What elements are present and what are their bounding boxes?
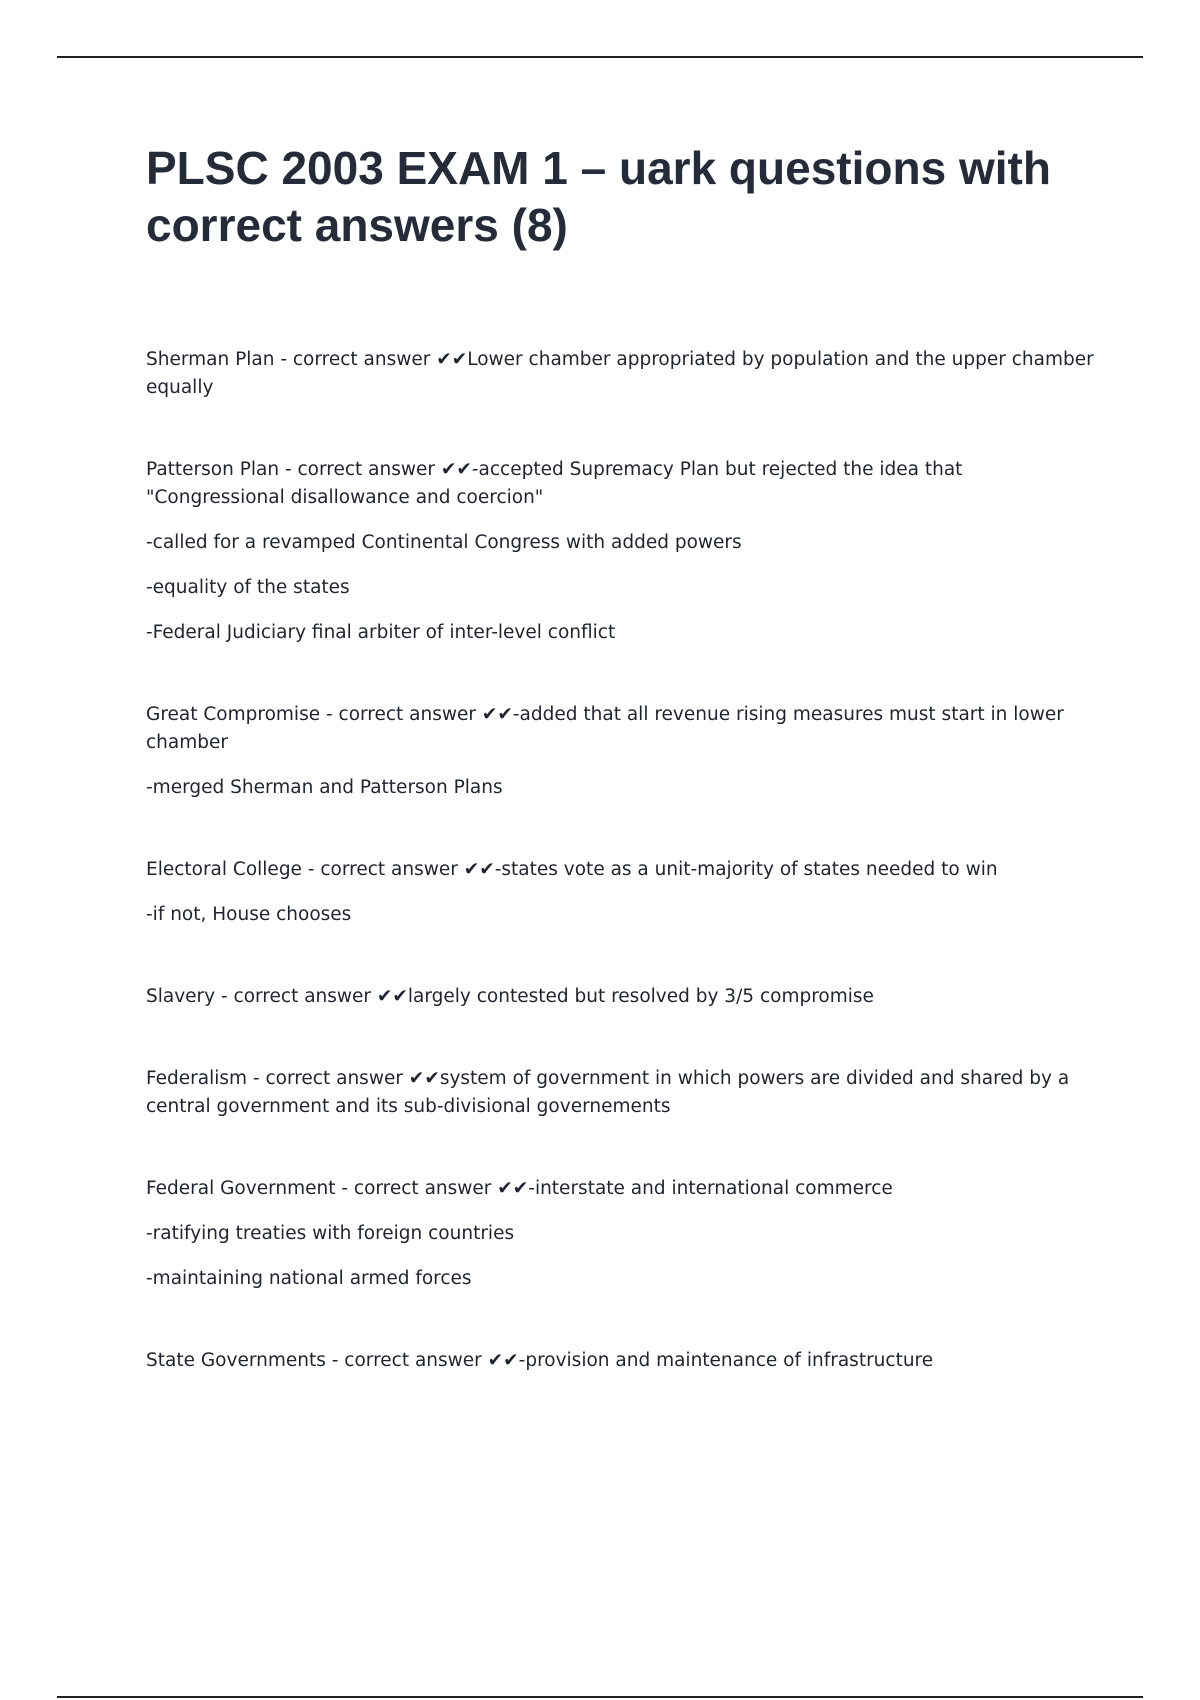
qa-line: Great Compromise - correct answer ✔✔-added that all revenue rising measures must start in lower chamber [146,704,1064,753]
qa-line: -merged Sherman and Patterson Plans [146,777,503,798]
qa-item-federalism [146,1065,1096,1121]
qa-item-sherman-plan [146,346,1096,402]
qa-line: -ratifying treaties with foreign countries [146,1223,515,1244]
top-divider [57,56,1143,58]
qa-line: Federal Government - correct answer ✔✔-interstate and international commerce [146,1178,893,1199]
qa-line: Electoral College - correct answer ✔✔-states vote as a unit-majority of states needed to win [146,859,998,880]
qa-line: -maintaining national armed forces [146,1268,472,1289]
qa-line: -equality of the states [146,577,350,598]
qa-item-state-governments [146,1347,1096,1375]
qa-line: Patterson Plan - correct answer ✔✔-accepted Supremacy Plan but rejected the idea that "Congressional disallowance and coercion" [146,459,963,508]
qa-line: -called for a revamped Continental Congress with added powers [146,532,742,553]
qa-item-great-compromise [146,701,1096,802]
qa-line: Sherman Plan - correct answer ✔✔Lower chamber appropriated by population and the upper chamber equally [146,349,1094,398]
qa-line: State Governments - correct answer ✔✔-provision and maintenance of infrastructure [146,1350,934,1371]
qa-item-federal-government [146,1175,1096,1293]
qa-line: -Federal Judiciary final arbiter of inter-level conflict [146,622,616,643]
document-body [146,140,1096,1429]
bottom-divider [57,1696,1143,1698]
qa-item-electoral-college [146,856,1096,929]
qa-line: Federalism - correct answer ✔✔system of government in which powers are divided and shared by a central government and its sub-divisional governements [146,1068,1070,1117]
document-title: PLSC 2003 EXAM 1 – uark questions with correct answers (8) [146,142,1051,251]
qa-list [146,346,1096,1375]
qa-line: -if not, House chooses [146,904,352,925]
qa-line: Slavery - correct answer ✔✔largely contested but resolved by 3/5 compromise [146,986,874,1007]
qa-item-slavery [146,983,1096,1011]
qa-item-patterson-plan [146,456,1096,647]
